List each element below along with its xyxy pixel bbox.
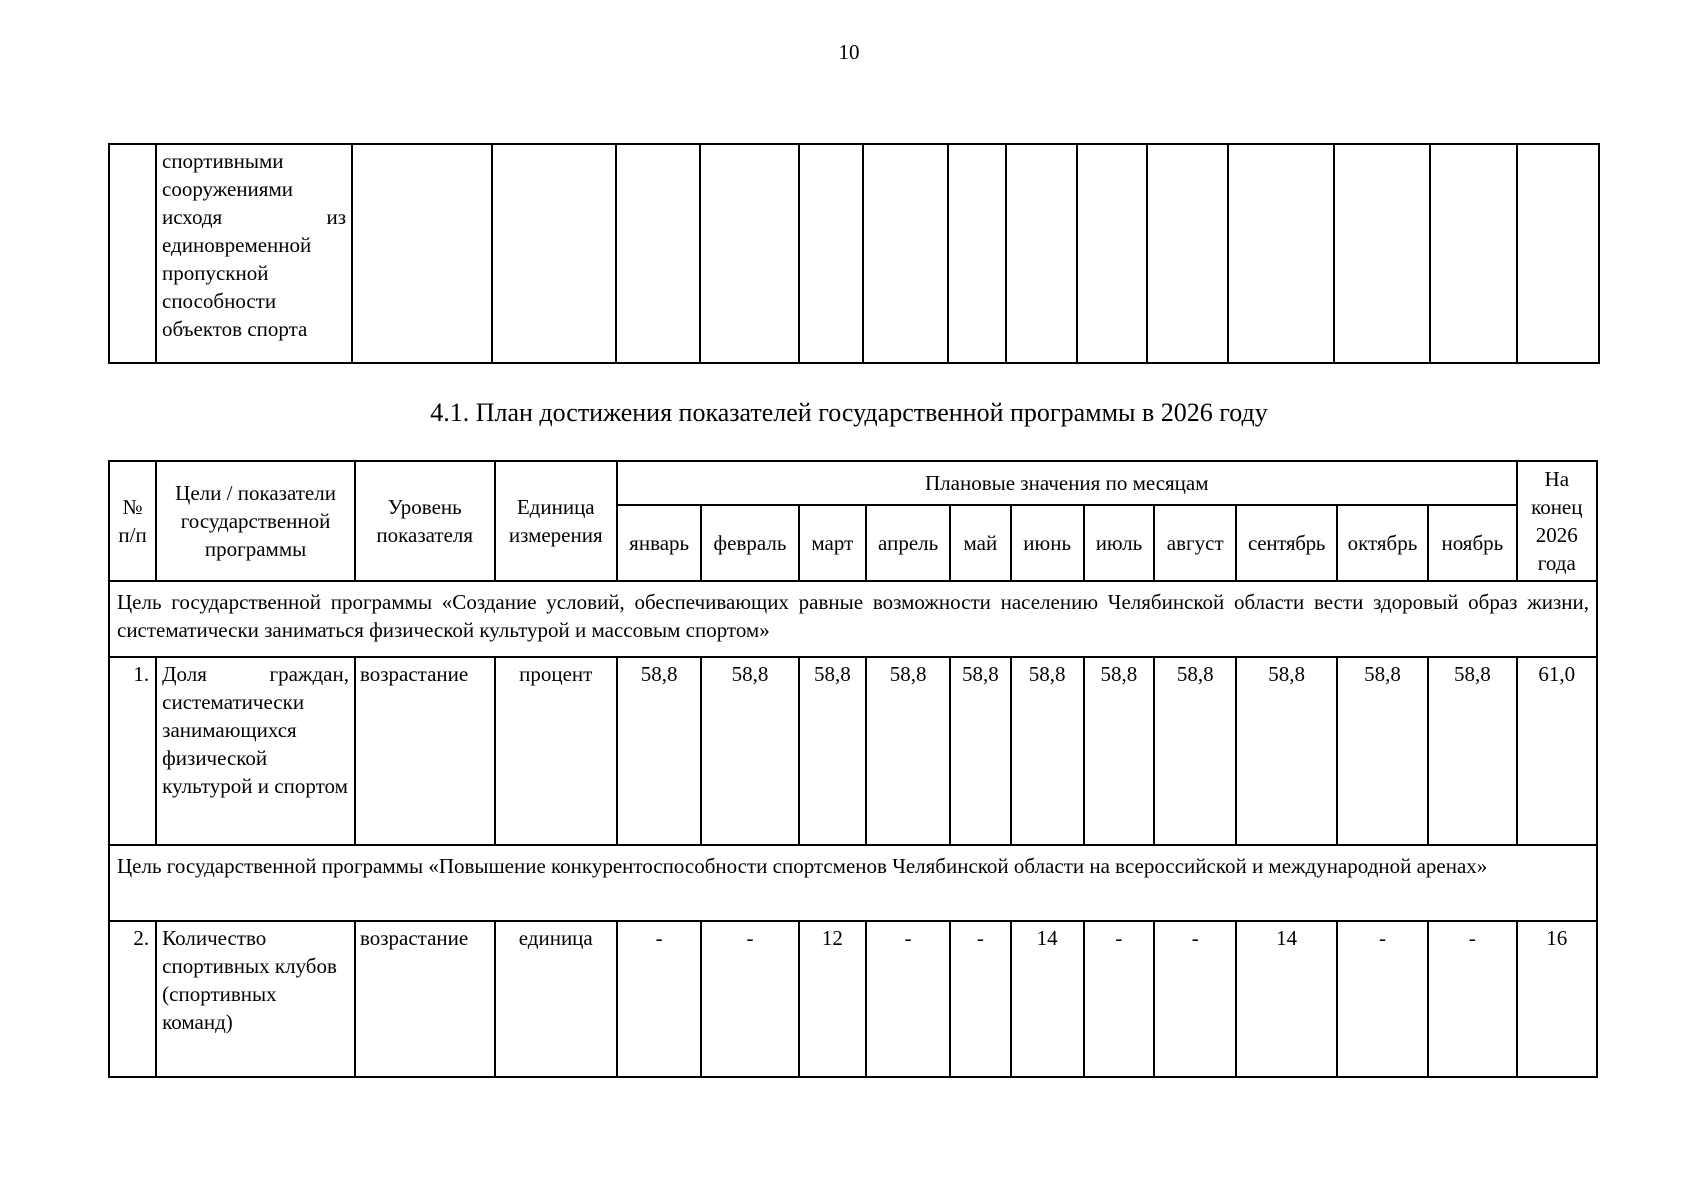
cont-month-cell [1430, 144, 1517, 363]
header-month: сентябрь [1236, 505, 1336, 581]
cont-month-cell [1334, 144, 1430, 363]
month-value: - [1337, 921, 1428, 1077]
cont-month-cell [1228, 144, 1334, 363]
cont-month-cell [616, 144, 700, 363]
header-month: февраль [701, 505, 798, 581]
header-monthly: Плановые значения по месяцам [617, 461, 1517, 505]
continuation-row [109, 144, 1599, 363]
cont-month-cell [1147, 144, 1228, 363]
cont-level-cell [352, 144, 492, 363]
row-number: 2. [109, 921, 156, 1077]
cont-month-cell [863, 144, 948, 363]
month-value: 14 [1011, 921, 1084, 1077]
cont-month-cell [1077, 144, 1147, 363]
header-unit: Единица измерения [495, 461, 617, 581]
month-value: - [1428, 921, 1516, 1077]
month-value: - [617, 921, 701, 1077]
month-value: - [866, 921, 950, 1077]
month-value: 58,8 [1428, 657, 1516, 845]
month-value: 58,8 [617, 657, 701, 845]
header-month: ноябрь [1428, 505, 1516, 581]
goal-text: Цель государственной программы «Создание условий, обеспечивающих равные возможности населению Челябинской области вести здоровый образ жизни, систематически заниматься физической культурой и массовым спортом» [109, 581, 1597, 657]
table-row [109, 921, 1597, 1077]
header-month: август [1154, 505, 1236, 581]
cont-num-cell [109, 144, 156, 363]
cont-month-cell [799, 144, 863, 363]
cont-month-cell [700, 144, 799, 363]
header-month: январь [617, 505, 701, 581]
continuation-table [108, 143, 1600, 364]
indicator-unit: процент [495, 657, 617, 845]
header-month: март [799, 505, 866, 581]
month-value: 58,8 [1011, 657, 1084, 845]
month-value: 58,8 [1236, 657, 1336, 845]
end-of-year-value: 61,0 [1517, 657, 1597, 845]
header-month: июнь [1011, 505, 1084, 581]
header-month: май [950, 505, 1010, 581]
month-value: 58,8 [799, 657, 866, 845]
cont-month-cell [948, 144, 1006, 363]
indicator-unit: единица [495, 921, 617, 1077]
header-goals: Цели / показатели государственной программы [156, 461, 355, 581]
goal-row [109, 581, 1597, 657]
month-value: - [1154, 921, 1236, 1077]
table-row [109, 657, 1597, 845]
end-of-year-value: 16 [1517, 921, 1597, 1077]
month-value: 12 [799, 921, 866, 1077]
cont-end-cell [1517, 144, 1599, 363]
month-value: - [1084, 921, 1154, 1077]
month-value: 58,8 [866, 657, 950, 845]
month-value: 58,8 [950, 657, 1010, 845]
header-month: июль [1084, 505, 1154, 581]
cont-month-cell [1006, 144, 1077, 363]
header-row-top [109, 461, 1597, 505]
month-value: 14 [1236, 921, 1336, 1077]
month-value: - [950, 921, 1010, 1077]
indicator-level: возрастание [355, 921, 495, 1077]
section-title: 4.1. План достижения показателей государственной программы в 2026 году [430, 398, 1268, 427]
goal-text: Цель государственной программы «Повышение конкурентоспособности спортсменов Челябинской области на всероссийской и международной аренах» [109, 845, 1597, 921]
month-value: - [701, 921, 798, 1077]
goal-row [109, 845, 1597, 921]
cont-name-cell: спортивными сооружениями исходя из единовременной пропускной способности объектов спорта [156, 144, 352, 363]
indicators-plan-table [108, 460, 1598, 1078]
month-value: 58,8 [1337, 657, 1428, 845]
header-month: апрель [866, 505, 950, 581]
month-value: 58,8 [701, 657, 798, 845]
month-value: 58,8 [1154, 657, 1236, 845]
row-number: 1. [109, 657, 156, 845]
indicator-level: возрастание [355, 657, 495, 845]
page-number: 10 [838, 40, 860, 64]
header-month: октябрь [1337, 505, 1428, 581]
indicator-name: Доля граждан, систематически занимающихся физической культурой и спортом [156, 657, 355, 845]
header-end-of-year: На конец 2026 года [1517, 461, 1597, 581]
cont-unit-cell [492, 144, 616, 363]
month-value: 58,8 [1084, 657, 1154, 845]
indicator-name: Количество спортивных клубов (спортивных команд) [156, 921, 355, 1077]
header-level: Уровень показателя [355, 461, 495, 581]
header-num: № п/п [109, 461, 156, 581]
